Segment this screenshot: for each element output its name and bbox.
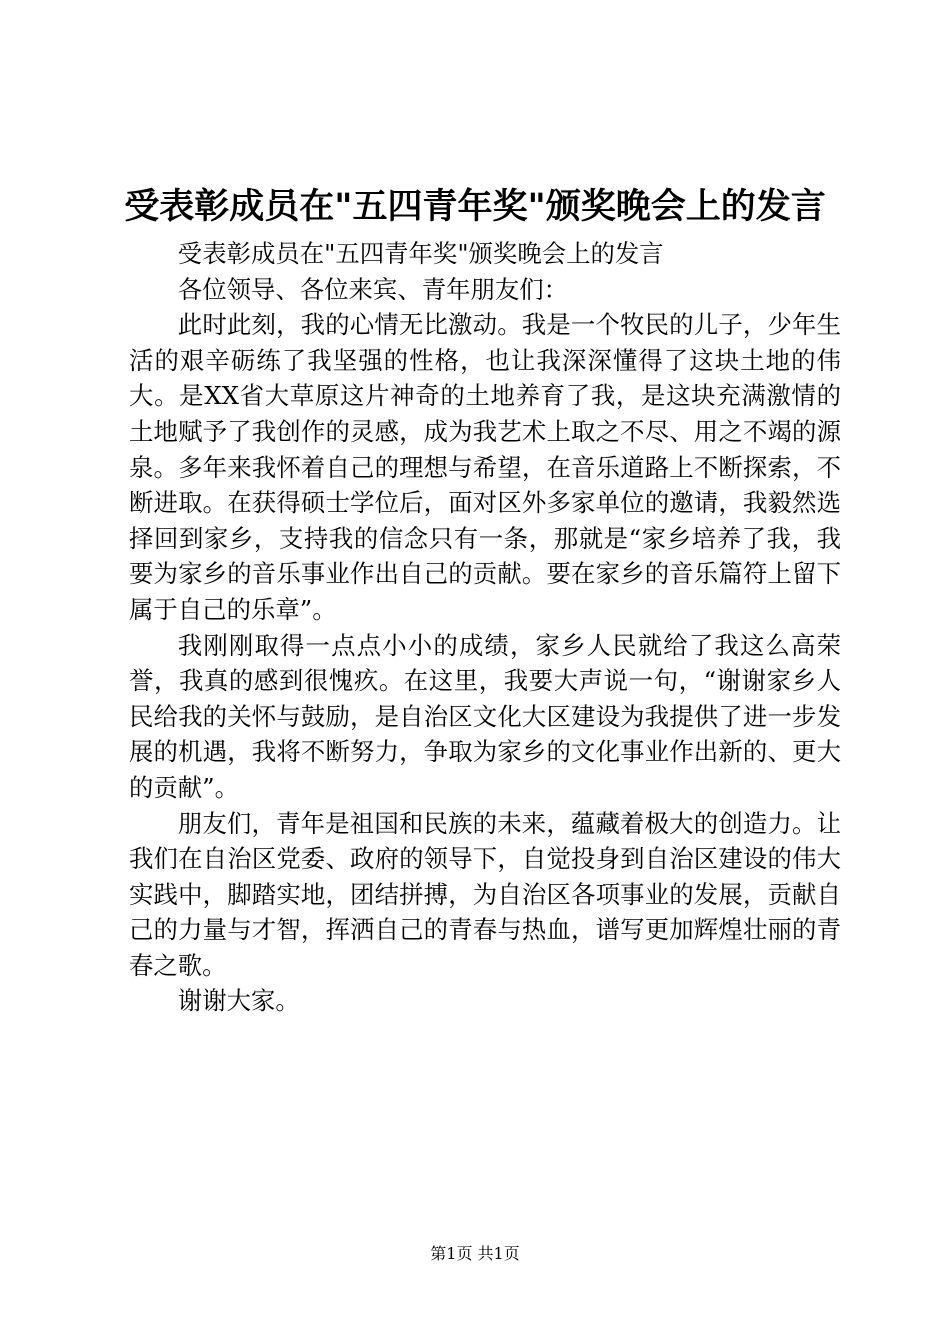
salutation-paragraph: 各位领导、各位来宾、青年朋友们： (177, 274, 569, 304)
closing-paragraph: 谢谢大家。 (177, 986, 300, 1016)
body-paragraph: 此时此刻，我的心情无比激动。我是一个牧民的儿子，少年生活的艰辛砺练了我坚强的性格，也让我深深懂得了这块土地的伟大。是XX省大草原这片神奇的土地养育了我，是这块充满激情的土地赋予了我创作的灵感，成为我艺术上取之不尽、用之不竭的源泉。多年来我怀着自己的理想与希望，在音乐道路上不断探索，不断进取。在获得硕士学位后，面对区外多家单位的邀请，我毅然选择回到家乡，支持我的信念只有一条，那就是“家乡培养了我，我要为家乡的音乐事业作出自己的贡献。要在家乡的音乐篇符上留下属于自己的乐章”。 (129, 310, 841, 624)
body-paragraph: 我刚刚取得一点点小小的成绩，家乡人民就给了我这么高荣誉，我真的感到很愧疚。在这里，我要大声说一句，“谢谢家乡人民给我的关怀与鼓励，是自治区文化大区建设为我提供了进一步发展的机遇，我将不断努力，争取为家乡的文化事业作出新的、更大的贡献”。 (129, 630, 841, 802)
page-footer: 第1页 共1页 (430, 1244, 520, 1263)
document-body (129, 236, 841, 1019)
body-paragraph: 朋友们，青年是祖国和民族的未来，蕴藏着极大的创造力。让我们在自治区党委、政府的领导下，自觉投身到自治区建设的伟大实践中，脚踏实地，团结拼搏，为自治区各项事业的发展，贡献自己的力量与才智，挥洒自己的青春与热血，谱写更加辉煌壮丽的青春之歌。 (129, 808, 841, 980)
subtitle-paragraph: 受表彰成员在"五四青年奖"颁奖晚会上的发言 (177, 239, 664, 268)
document-title: 受表彰成员在"五四青年奖"颁奖晚会上的发言 (124, 186, 826, 227)
